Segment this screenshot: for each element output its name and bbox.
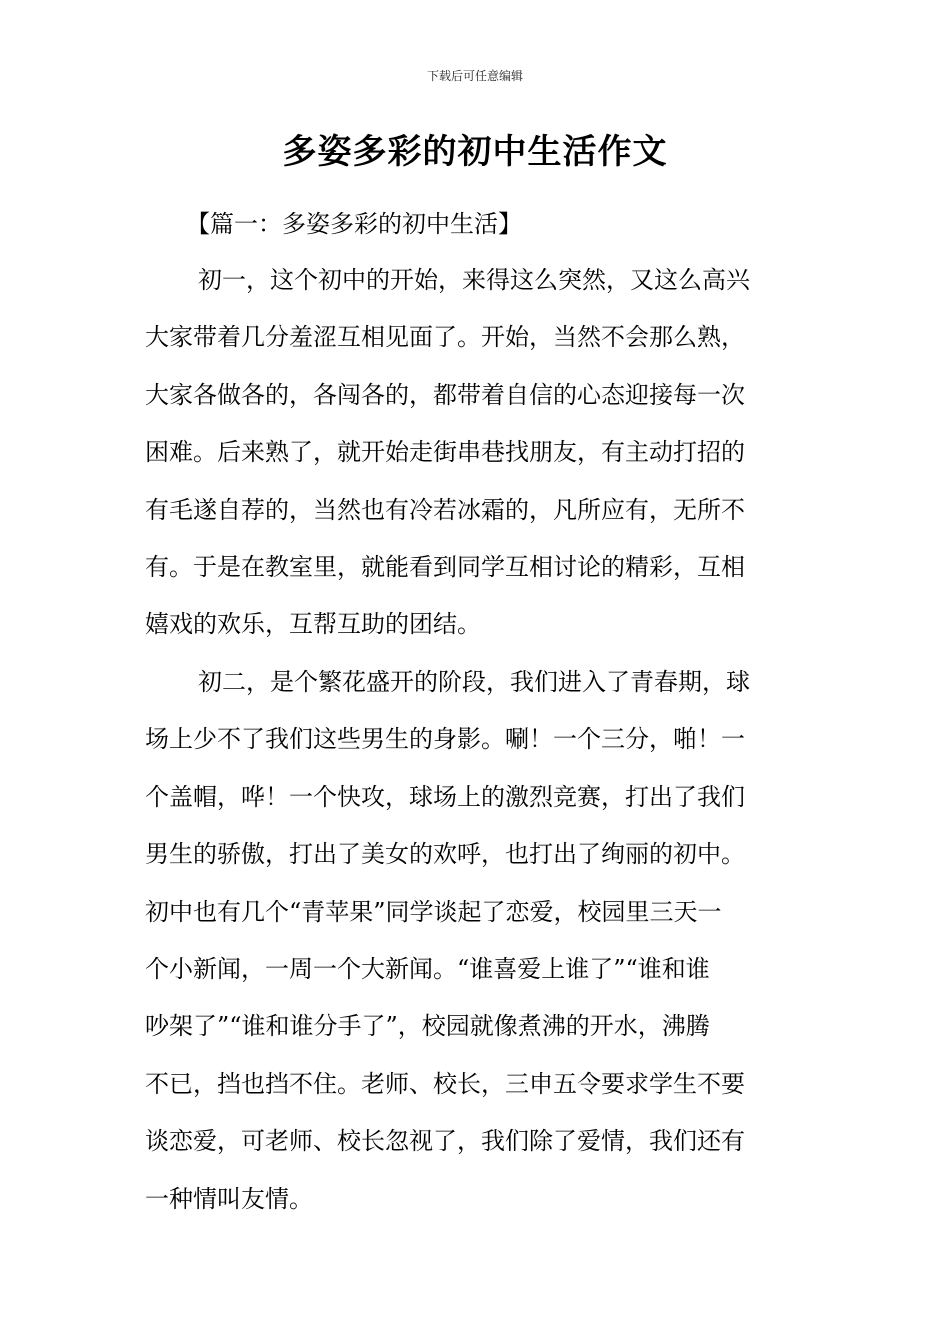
paragraph-line: 场上少不了我们这些男生的身影。唰！一个三分，啪！一 bbox=[145, 725, 745, 754]
paragraph-line: 嬉戏的欢乐，互帮互助的团结。 bbox=[145, 610, 481, 639]
paragraph-line: 大家各做各的，各闯各的，都带着自信的心态迎接每一次 bbox=[145, 380, 745, 409]
document-title: 多姿多彩的初中生活作文 bbox=[282, 132, 668, 172]
paragraph-line: 个盖帽，哗！一个快攻，球场上的激烈竞赛，打出了我们 bbox=[145, 782, 745, 811]
paragraph-line: 男生的骄傲，打出了美女的欢呼，也打出了绚丽的初中。 bbox=[145, 840, 745, 869]
paragraph-line: 初二，是个繁花盛开的阶段，我们进入了青春期，球 bbox=[198, 668, 750, 696]
paragraph-line: 谈恋爱，可老师、校长忽视了，我们除了爱情，我们还有 bbox=[145, 1127, 745, 1156]
paragraph-line: 不已，挡也挡不住。老师、校长，三申五令要求学生不要 bbox=[145, 1069, 745, 1098]
section-heading: 【篇一：多姿多彩的初中生活】 bbox=[186, 210, 522, 238]
paragraph-line: 有。于是在教室里，就能看到同学互相讨论的精彩，互相 bbox=[145, 552, 745, 581]
header-note: 下载后可任意编辑 bbox=[426, 69, 523, 83]
paragraph-line: 初中也有几个“青苹果”同学谈起了恋爱，校园里三天一 bbox=[145, 897, 722, 926]
paragraph-line: 初一，这个初中的开始，来得这么突然，又这么高兴 bbox=[198, 266, 750, 294]
paragraph-line: 困难。后来熟了，就开始走街串巷找朋友，有主动打招的 bbox=[145, 438, 745, 467]
paragraph-line: 大家带着几分羞涩互相见面了。开始，当然不会那么熟， bbox=[145, 323, 745, 352]
paragraph-1 bbox=[145, 252, 805, 654]
paragraph-line: 一种情叫友情。 bbox=[145, 1184, 313, 1213]
paragraph-2 bbox=[145, 654, 805, 1228]
paragraph-line: 有毛遂自荐的，当然也有冷若冰霜的，凡所应有，无所不 bbox=[145, 495, 745, 524]
paragraph-line: 个小新闻，一周一个大新闻。“谁喜爱上谁了”“谁和谁 bbox=[145, 954, 710, 983]
paragraph-line: 吵架了”“谁和谁分手了”，校园就像煮沸的开水，沸腾 bbox=[145, 1012, 710, 1041]
